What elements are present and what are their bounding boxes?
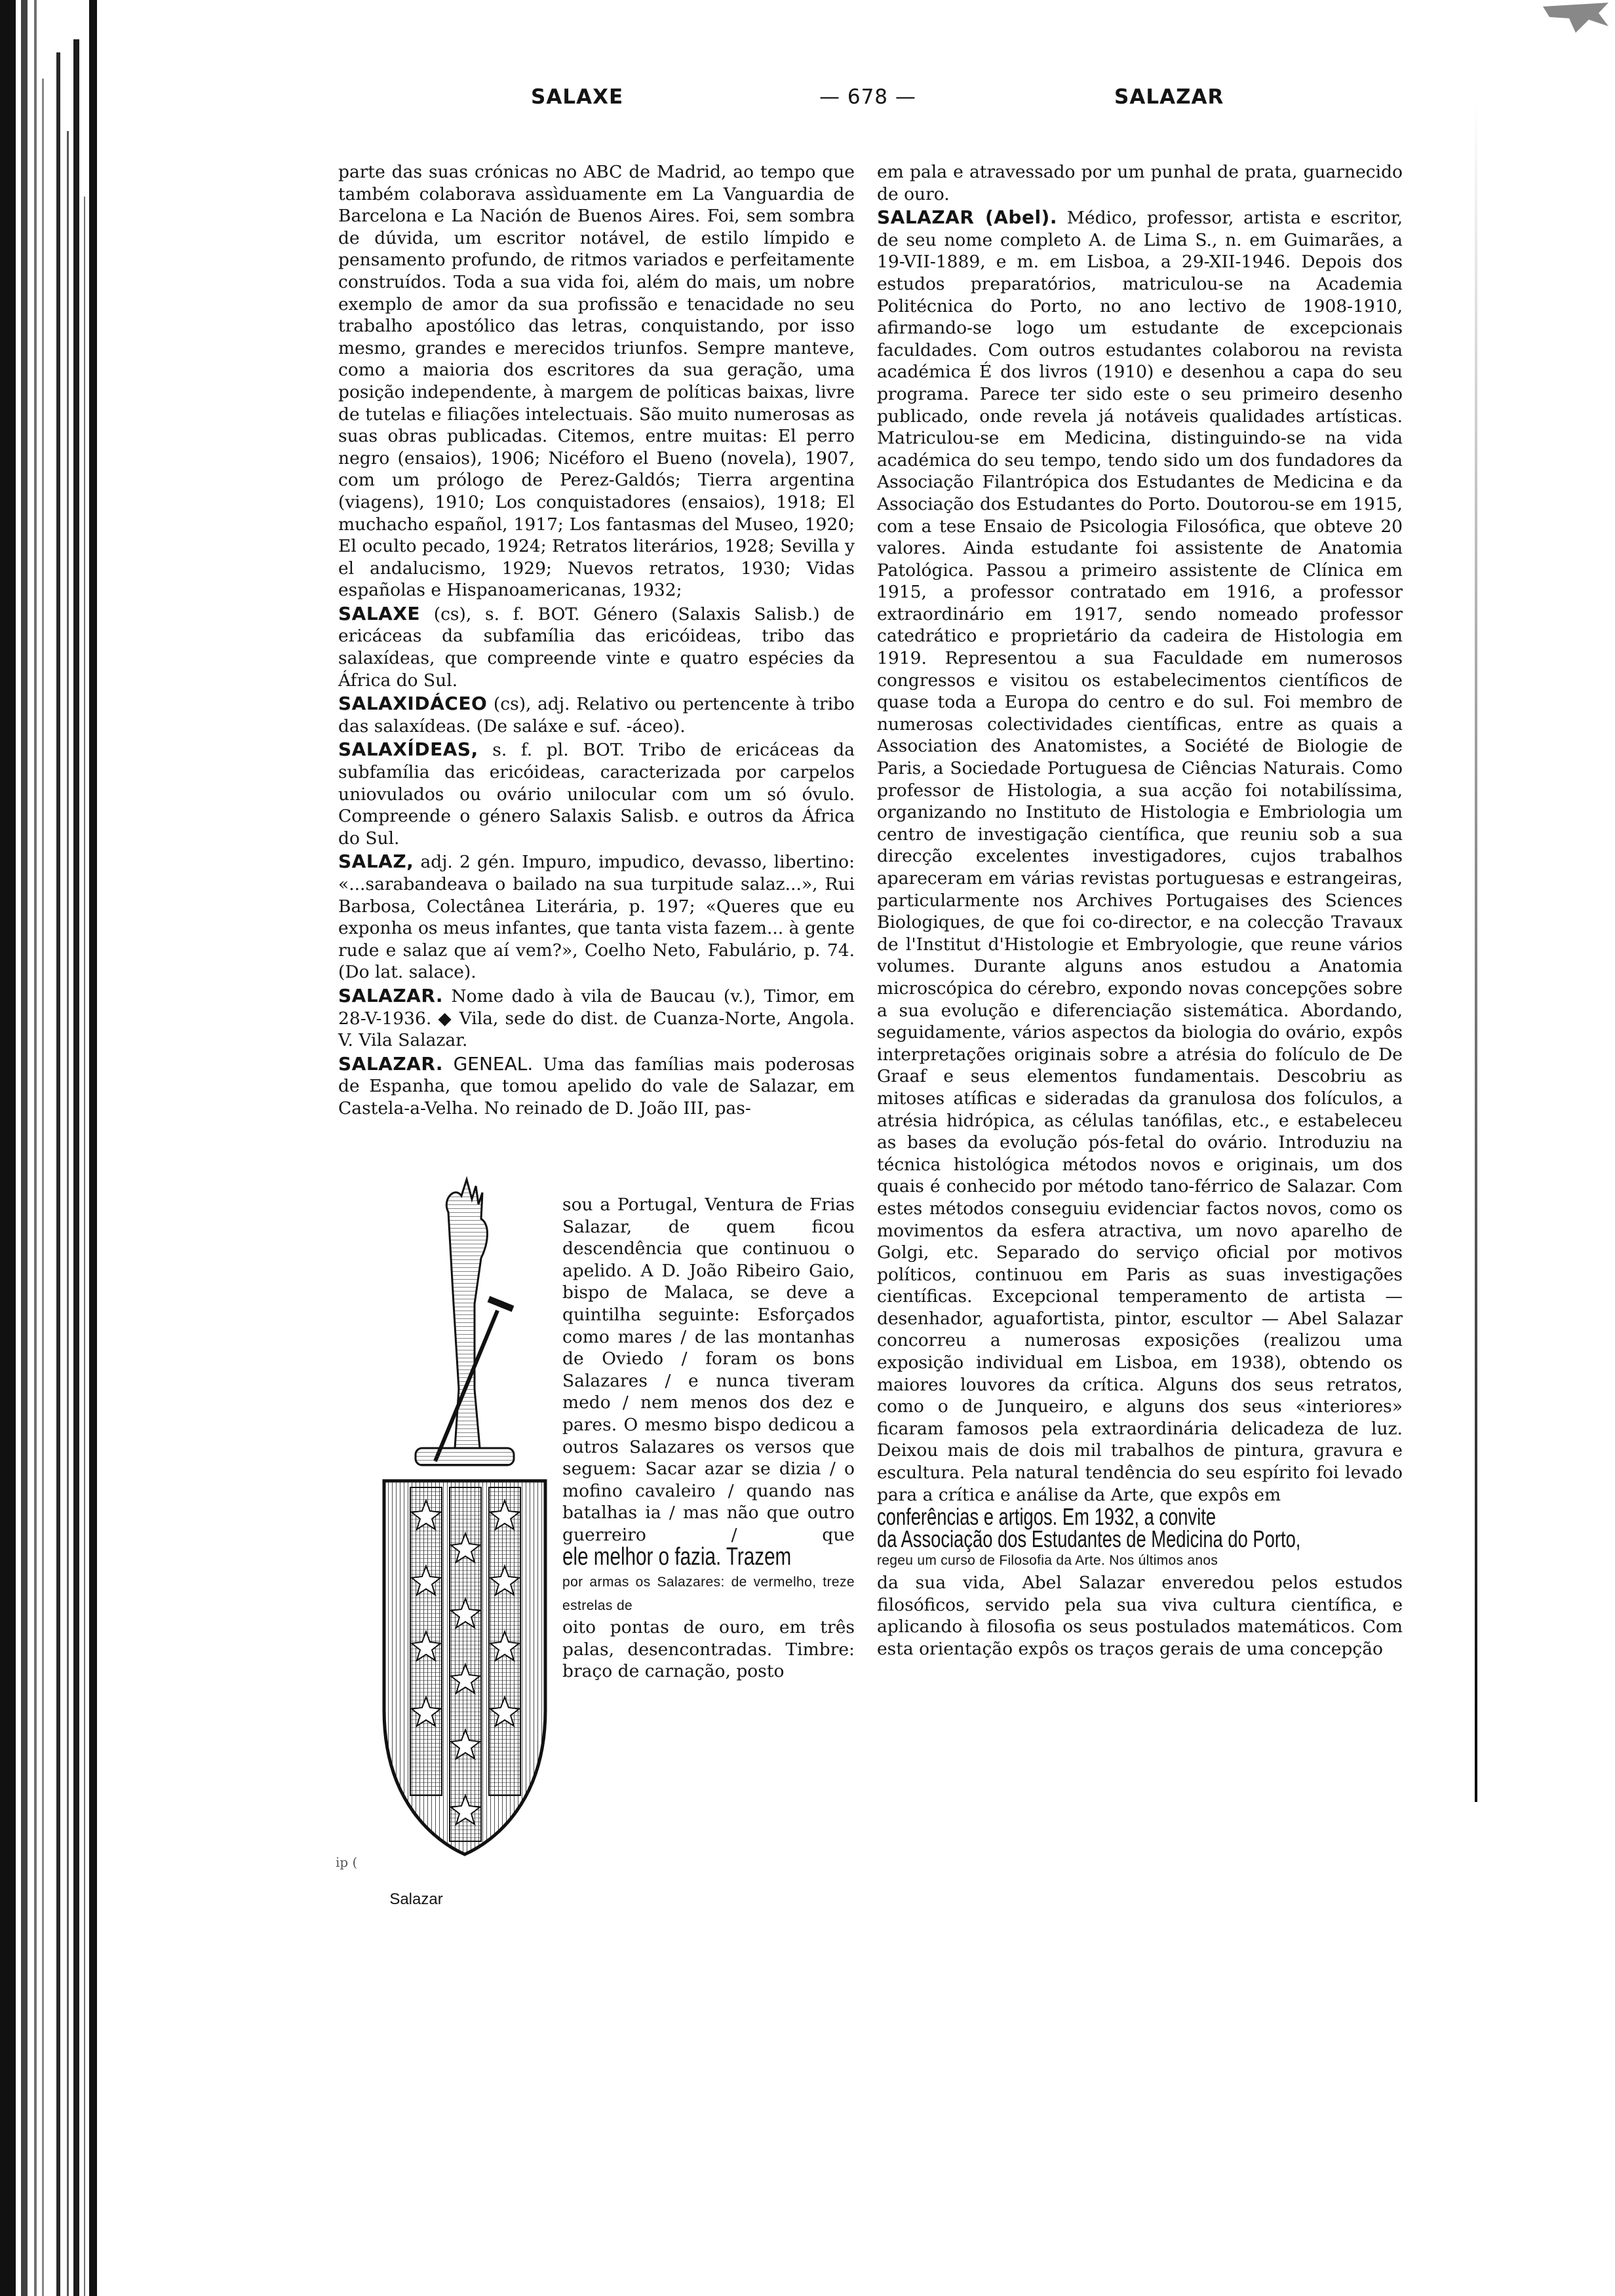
small-line: por armas os Salazares: de vermelho, treze estrelas de (562, 1575, 855, 1613)
wrapped-paragraph: sou a Portugal, Ventura de Frias Salazar, de quem ficou descendência que continuou o apelido. A D. João Ribeiro Gaio, bispo de Malaca, se deve a quintilha seguinte: Esforçados como mares / de las montanhas de Oviedo / foram os bons Salazares / e nunca tiveram medo / nem menos dos dez e pares. O mesmo bispo dedicou a outros Salazares os versos que seguem: Sacar azar se dizia / o mofino cavaleiro / quando nas batalhas ia / mas não que outro guerreiro / que (562, 1195, 855, 1545)
definition: s. f. pl. BOT. Tribo de ericáceas da subfamília das ericóideas, caracterizada por carpelos uniovulados ou ovário unilocular com um só óvulo. Compreende o género Salaxis Salisb. e outros da África do Sul. (338, 740, 855, 849)
entry-salaxideas (338, 738, 855, 849)
entry-salaxe (338, 603, 855, 691)
entry-salazar-geneal (338, 1053, 855, 1120)
enlarged-line-1: conferências e artigos. Em 1932, a convite (877, 1503, 1216, 1531)
definition: adj. 2 gén. Impuro, impudico, devasso, libertino: «...sarabandeava o bailado na sua turpitude salaz...», Rui Barbosa, Colectânea Literária, p. 197; «Queres que eu exponha os meus infantes, que tanta vista fazem... à gente rude e salaz que aí vem?», Coelho Neto, Fabulário, p. 74. (Do lat. salace). (338, 852, 855, 983)
entry-salazar-place (338, 985, 855, 1052)
scan-mark: ip ( (336, 1854, 358, 1870)
headword: SALAZAR. (338, 1052, 444, 1075)
paragraph-continuation: em pala e atravessado por um punhal de prata, guarnecido de ouro. (877, 162, 1403, 204)
definition-tail: da sua vida, Abel Salazar enveredou pelos estudos filosóficos, servido pela sua viva cultura científica, e aplicando à filosofia os seus postulados matemáticos. Com esta orientação expôs os traços gerais de uma concepção (877, 1573, 1403, 1659)
wrapped-text (562, 1194, 855, 1683)
definition: Nome dado à vila de Baucau (v.), Timor, em 28-V-1936. ◆ Vila, sede do dist. de Cuanza-Norte, Angola. V. Vila Salazar. (338, 985, 855, 1051)
definition: (cs), s. f. BOT. Género (Salaxis Salisb.) de ericáceas da subfamília das ericóideas, tribo das salaxídeas, que compreende vinte e quatro espécies da África do Sul. (338, 603, 855, 691)
coat-of-arms-illustration (376, 1173, 553, 1887)
headword: SALAZAR (Abel). (877, 206, 1057, 229)
header-right-word: SALAZAR (1114, 85, 1224, 109)
illustration-caption: Salazar (389, 1890, 443, 1908)
header-left-word: SALAXE (531, 85, 624, 109)
page-number: — 678 — (819, 85, 916, 109)
headword: SALAZAR. (338, 984, 444, 1006)
paragraph-continuation: parte das suas crónicas no ABC de Madrid, ao tempo que também colaborava assìduamente em La Vanguardia de Barcelona e La Nación de Buenos Aires. Foi, sem sombra de dúvida, um escritor notável, de estilo límpido e pensamento profundo, de ritmos variados e perfeitamente construídos. Toda a sua vida foi, além do mais, um nobre exemplo de amor da sua profissão e tenacidade no seu trabalho apostólico das letras, conquistando, por isso mesmo, grandes e merecidos triunfos. Sempre manteve, como a maioria dos escritores da sua geração, uma posição independente, à margem de políticas baixas, livre de tutelas e filiações intelectuais. São muito numerosas as suas obras publicadas. Citemos, entre muitas: El perro negro (ensaios), 1906; Nicéforo el Bueno (novela), 1907, com um prólogo de Perez-Galdós; Tierra argentina (viagens), 1910; Los conquistadores (ensaios), 1918; El muchacho español, 1917; Los fantasmas del Museo, 1920; El oculto pecado, 1924; Retratos literários, 1928; Sevilla y el andalucismo, 1929; Nuevos retratos, 1930; Vidas españolas e Hispanoamericanas, 1932; (338, 162, 855, 601)
definition: Uma das famílias mais poderosas de Espanha, que tomou apelido do vale de Salazar, em Castela-a-Velha. No reinado de D. João III, pas- (338, 1054, 855, 1119)
enlarged-line-2: da Associação dos Estudantes de Medicina do Porto, (877, 1525, 1301, 1552)
left-column (338, 161, 855, 1121)
entry-salaxidaceo (338, 693, 855, 737)
wrapped-tail: oito pontas de ouro, em três palas, desencontradas. Timbre: braço de carnação, posto (562, 1617, 855, 1682)
entry-salaz (338, 851, 855, 984)
right-column (877, 161, 1403, 1661)
headword: SALAXÍDEAS, (338, 738, 478, 761)
definition: Médico, professor, artista e escritor, de seu nome completo A. de Lima S., n. em Guimarães, a 19-VII-1889, e m. em Lisboa, a 29-XII-1946. Depois dos estudos preparatórios, matriculou-se na Academia Politécnica do Porto, no ano lectivo de 1908-1910, afirmando-se logo um estudante de excepcionais faculdades. Com outros estudantes colaborou na revista académica É dos livros (1910) e desenhou a capa do seu programa. Parece ter sido este o seu primeiro desenho publicado, onde revela já notáveis qualidades artísticas. Matriculou-se em Medicina, distinguindo-se na vida académica do seu tempo, tendo sido um dos fundadores da Associação Filantrópica dos Estudantes de Medicina e da Associação dos Estudantes do Porto. Doutorou-se em 1915, com a tese Ensaio de Psicologia Filosófica, que obteve 20 valores. Ainda estudante foi assistente de Anatomia Patológica. Passou a primeiro assistente de Clínica em 1915, a professor contratado em 1916, a professor extraordinário em 1917, sendo nomeado professor catedrático e proprietário da cadeira de Histologia em 1919. Representou a sua Faculdade em numerosos congressos e visitou os estabelecimentos científicos de quase toda a Europa do centro e do sul. Foi membro de numerosas colectividades científicas, entre as quais a Association des Anatomistes, a Société de Biologie de Paris, a Sociedade Portuguesa de Ciências Naturais. Como professor de Histologia, a sua acção foi notabilíssima, organizando no Instituto de Histologia e Embriologia um centro de investigação científica, que reuniu sob a sua direcção excelentes investigadores, cujos trabalhos apareceram em várias revistas portuguesas e estrangeiras, particularmente nos Archives Portugaises des Sciences Biologiques, de que foi co-director, e na colecção Travaux de l'Institut d'Histologie et Embryologie, que reune vários volumes. Durante alguns anos estudou a Anatomia microscópica do cérebro, expondo novas concepções sobre a sua evolução e diferenciação sistemática. Abordando, seguidamente, vários aspectos da biologia do ovário, expôs interpretações originais sobre a atrésia do folículo de De Graaf e seus elementos fundamentais. Descobriu as mitoses atíficas e sideradas da granulosa dos folículos, a atrésia hidrópica, as células tanófilas, etc., e estabeleceu as bases da evolução pós-fetal do ovário. Introduziu na técnica histológica métodos novos e originais, um dos quais é conhecido por método tano-férrico de Salazar. Com estes métodos conseguiu evidenciar factos novos, como os movimentos da esfera atractiva, um novo aparelho de Golgi, etc. Separado do serviço oficial por motivos políticos, continuou em Paris as suas investigações científicas. Excepcional temperamento de artista — desenhador, aguafortista, pintor, escultor — Abel Salazar concorreu a numerosas exposições (realizou uma exposição individual em Lisboa, em 1938), obtendo os maiores louvores da crítica. Alguns dos seus retratos, como o de Junqueiro, e alguns dos seus «interiores» ficaram famosos pela extraordinária delicadeza de luz. Deixou mais de dois mil trabalhos de pintura, gravura e escultura. Pela natural tendência do seu espírito foi levado para a crítica e análise da Arte, que expôs em (877, 208, 1403, 1505)
scan-edge-left (0, 0, 97, 2296)
running-header (0, 85, 1615, 124)
definition: (cs), adj. Relativo ou pertencente à tribo das salaxídeas. (De saláxe e suf. -áceo). (338, 694, 855, 737)
headword-tag: GENEAL. (443, 1052, 534, 1075)
headword: SALAZ, (338, 851, 414, 873)
scan-edge-right (1475, 98, 1477, 1802)
small-line: regeu um curso de Filosofia da Arte. Nos últimos anos (877, 1553, 1218, 1569)
enlarged-line: ele melhor o fazia. Trazem (562, 1542, 792, 1571)
headword: SALAXIDÁCEO (338, 693, 488, 715)
entry-salazar-abel (877, 206, 1403, 1660)
headword: SALAXE (338, 602, 421, 624)
scan-corner-mark (1536, 0, 1615, 46)
